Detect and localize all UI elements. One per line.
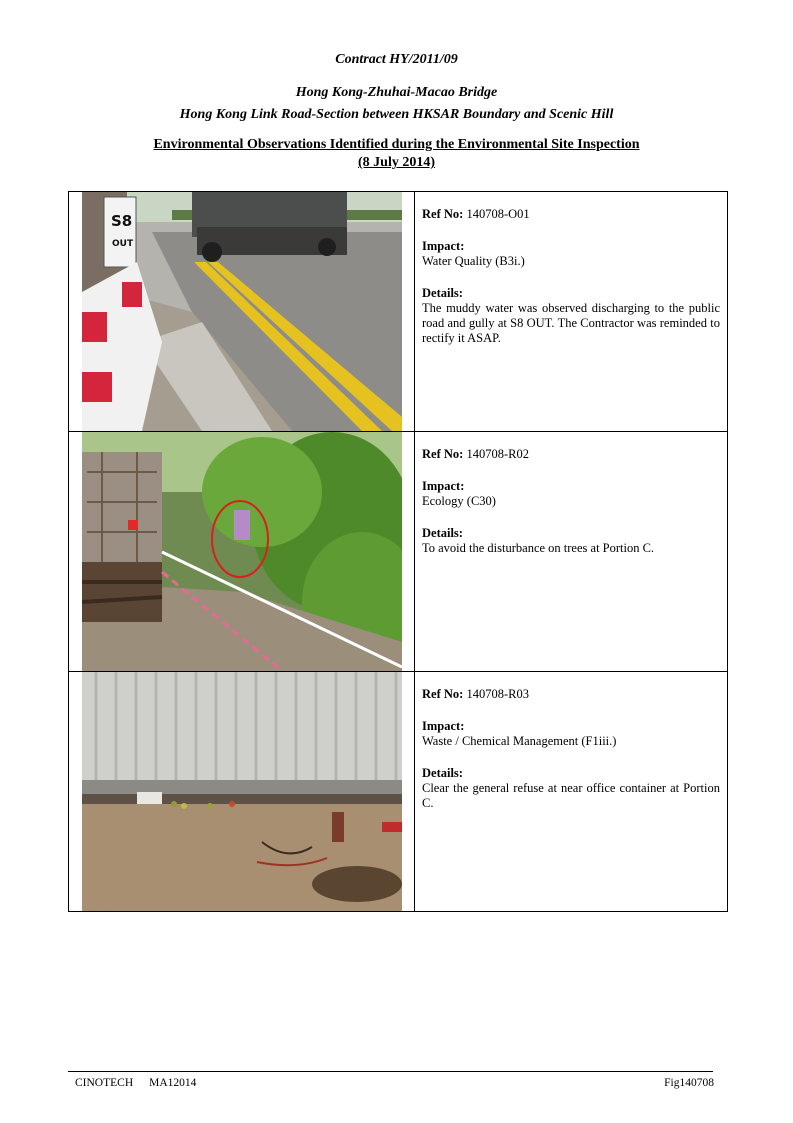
observation-row <box>69 672 728 912</box>
report-date: (8 July 2014) <box>358 155 435 170</box>
footer-left <box>75 1077 196 1089</box>
observation-details-cell <box>415 432 728 672</box>
project-title: Hong Kong-Zhuhai-Macao Bridge <box>295 85 498 100</box>
impact-label: Impact: <box>422 239 465 253</box>
details-text: The muddy water was observed discharging to the public road and gully at S8 OUT. The Contractor was reminded to rectify it ASAP. <box>422 301 720 345</box>
footer-figure-number: Fig140708 <box>664 1077 714 1089</box>
details-label: Details: <box>422 286 463 300</box>
impact-value: Waste / Chemical Management (F1iii.) <box>422 734 617 748</box>
report-subtitle: Environmental Observations Identified during the Environmental Site Inspection <box>153 137 640 152</box>
ref-number: 140708-O01 <box>466 207 530 221</box>
photo-cell <box>69 432 415 672</box>
impact-value: Ecology (C30) <box>422 494 496 508</box>
ref-number: 140708-R02 <box>466 447 529 461</box>
observation-row <box>69 432 728 672</box>
impact-label: Impact: <box>422 719 465 733</box>
details-label: Details: <box>422 526 463 540</box>
footer-doc-number: MA12014 <box>149 1077 197 1089</box>
ref-label: Ref No: <box>422 447 464 461</box>
observation-details-cell <box>415 192 728 432</box>
trees-photo <box>82 432 402 671</box>
project-section-title: Hong Kong Link Road-Section between HKSAR Boundary and Scenic Hill <box>179 107 614 122</box>
sign-s8-text: S8 <box>111 212 133 230</box>
details-text: To avoid the disturbance on trees at Portion C. <box>422 541 655 555</box>
details-label: Details: <box>422 766 463 780</box>
sign-out-text: OUT <box>112 239 134 249</box>
contract-title: Contract HY/2011/09 <box>335 52 458 67</box>
details-text: Clear the general refuse at near office container at Portion C. <box>422 781 720 810</box>
photo-cell <box>69 192 415 432</box>
road-discharge-photo <box>82 192 402 431</box>
footer-company: CINOTECH <box>75 1077 134 1089</box>
observations-table <box>68 191 728 912</box>
ref-number: 140708-R03 <box>466 687 529 701</box>
ref-label: Ref No: <box>422 207 464 221</box>
impact-value: Water Quality (B3i.) <box>422 254 525 268</box>
observation-details-cell <box>415 672 728 912</box>
impact-label: Impact: <box>422 479 465 493</box>
ref-label: Ref No: <box>422 687 464 701</box>
footer-divider <box>68 1071 713 1072</box>
observation-row <box>69 192 728 432</box>
container-refuse-photo <box>82 672 402 911</box>
photo-cell <box>69 672 415 912</box>
